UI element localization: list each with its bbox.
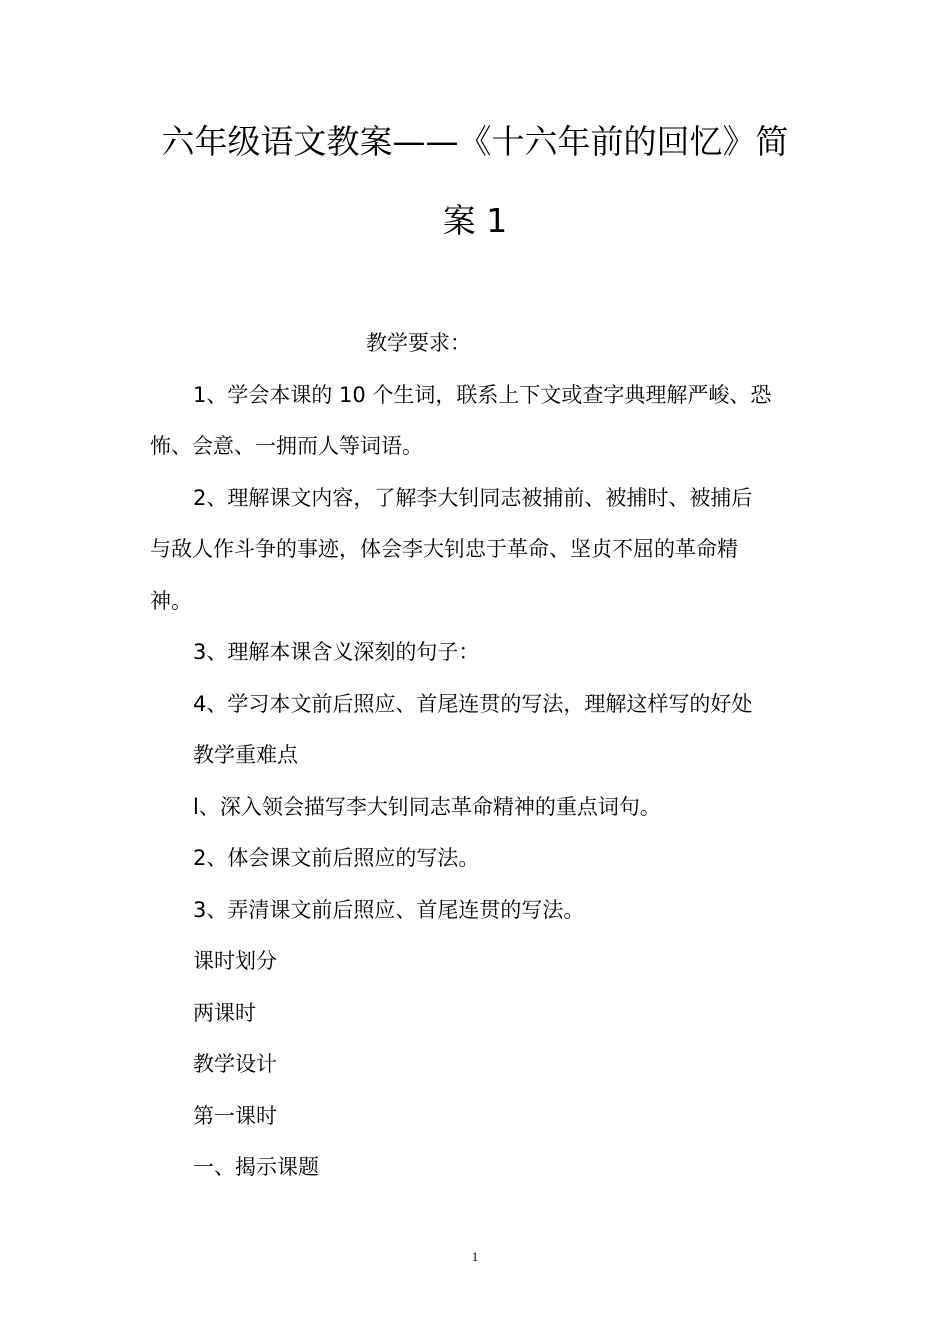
document-title-line-2: 案 1 (442, 201, 508, 240)
period-heading: 课时划分 (193, 949, 277, 973)
design-heading: 教学设计 (193, 1052, 277, 1076)
key-points-heading: 教学重难点 (193, 743, 298, 767)
document-title-line-1: 六年级语文教案——《十六年前的回忆》简 (161, 122, 789, 161)
goal-1-line-2: 怖、会意、一拥而人等词语。 (150, 434, 423, 458)
page-number: 1 (471, 1249, 479, 1264)
goal-4: 4、学习本文前后照应、首尾连贯的写法，理解这样写的好处 (193, 692, 753, 716)
key-point-1: l、深入领会描写李大钊同志革命精神的重点词句。 (193, 795, 661, 819)
first-period-heading: 第一课时 (193, 1104, 277, 1128)
section-heading-teaching-requirements: 教学要求： (366, 331, 471, 355)
goal-3: 3、理解本课含义深刻的句子： (193, 640, 480, 664)
period-value: 两课时 (193, 1001, 256, 1025)
step-1-heading: 一、揭示课题 (193, 1155, 319, 1179)
goal-2-line-2: 与敌人作斗争的事迹，体会李大钊忠于革命、坚贞不屈的革命精 (150, 537, 738, 561)
goal-2-line-1: 2、理解课文内容，了解李大钊同志被捕前、被捕时、被捕后 (193, 486, 753, 510)
goal-2-line-3: 神。 (150, 589, 192, 613)
key-point-2: 2、体会课文前后照应的写法。 (193, 846, 480, 870)
key-point-3: 3、弄清课文前后照应、首尾连贯的写法。 (193, 898, 585, 922)
goal-1-line-1: 1、学会本课的 10 个生词，联系上下文或查字典理解严峻、恐 (193, 383, 772, 407)
